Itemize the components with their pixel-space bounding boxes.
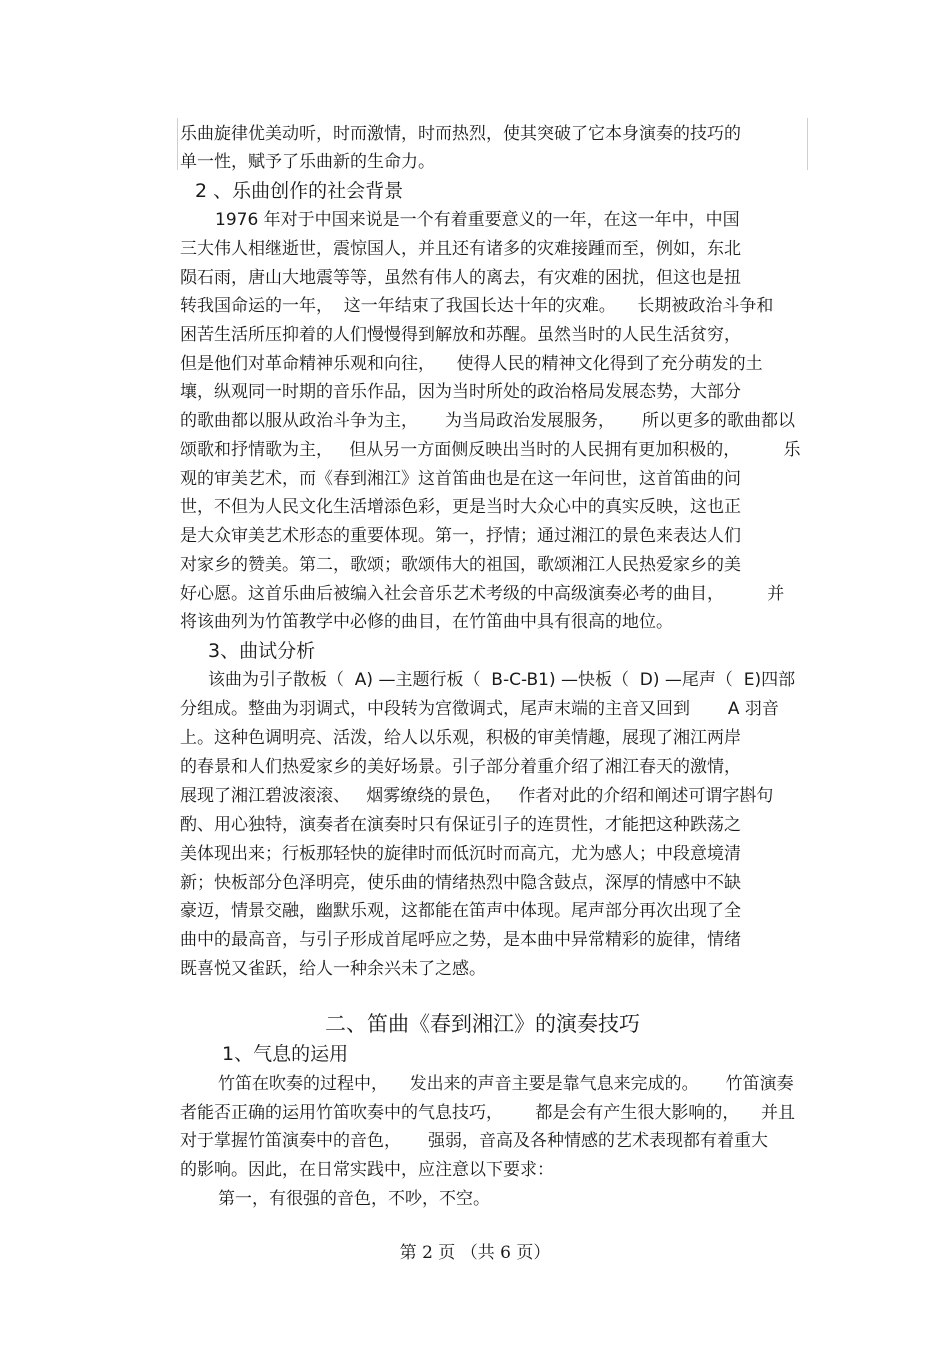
paragraph-line: 陨石雨，唐山大地震等等，虽然有伟人的离去，有灾难的困扰，但这也是扭	[180, 268, 741, 288]
paragraph-line: 世，不但为人民文化生活增添色彩，更是当时大众心中的真实反映，这也正	[180, 497, 741, 517]
paragraph-line: 是大众审美艺术形态的重要体现。第一，抒情；通过湘江的景色来表达人们	[180, 526, 741, 546]
paragraph-line: 颂歌和抒情歌为主， 但从另一方面侧反映出当时的人民拥有更加积极的， 乐	[180, 440, 801, 460]
paragraph-line: 分组成。整曲为羽调式，中段转为宫徵调式，尾声末端的主音又回到 A 羽音	[180, 699, 779, 719]
paragraph-line: 既喜悦又雀跃，给人一种余兴未了之感。	[180, 959, 486, 979]
section-heading-analysis: 3、曲试分析	[208, 640, 316, 662]
paragraph-line: 将该曲列为竹笛教学中必修的曲目，在竹笛曲中具有很高的地位。	[180, 612, 673, 632]
paragraph-line: 对于掌握竹笛演奏中的音色， 强弱，音高及各种情感的艺术表现都有着重大	[180, 1131, 769, 1151]
paragraph-line: 的歌曲都以服从政治斗争为主， 为当局政治发展服务， 所以更多的歌曲都以	[180, 411, 796, 431]
paragraph-line: 该曲为引子散板（ A) —主题行板（ B-C-B1) —快板（ D) —尾声（ E)四部	[208, 670, 796, 690]
paragraph-line: 新；快板部分色泽明亮，使乐曲的情绪热烈中隐含鼓点，深厚的情感中不缺	[180, 873, 741, 893]
intro-line-1: 乐曲旋律优美动听，时而激情，时而热烈，使其突破了它本身演奏的技巧的	[180, 124, 741, 144]
paragraph-line: 展现了湘江碧波滚滚、 烟雾缭绕的景色， 作者对此的介绍和阐述可谓字斟句	[180, 786, 774, 806]
paragraph-line: 第一，有很强的音色，不吵，不空。	[218, 1189, 490, 1209]
paragraph-line: 竹笛在吹奏的过程中， 发出来的声音主要是靠气息来完成的。 竹笛演奏	[218, 1074, 794, 1094]
paragraph-line: 好心愿。这首乐曲后被编入社会音乐艺术考级的中高级演奏必考的曲目， 并	[180, 584, 785, 604]
intro-line-2: 单一性，赋予了乐曲新的生命力。	[180, 152, 435, 172]
paragraph-line: 对家乡的赞美。第二，歌颂；歌颂伟大的祖国，歌颂湘江人民热爱家乡的美	[180, 555, 741, 575]
paragraph-line: 的影响。因此，在日常实践中，应注意以下要求：	[180, 1160, 554, 1180]
paragraph-line: 酌、用心独特，演奏者在演奏时只有保证引子的连贯性，才能把这种跌荡之	[180, 815, 741, 835]
paragraph-line: 上。这种色调明亮、活泼，给人以乐观，积极的审美情趣，展现了湘江两岸	[180, 728, 741, 748]
section-heading-background: 2 、乐曲创作的社会背景	[195, 180, 404, 202]
paragraph-line: 豪迈，情景交融，幽默乐观，这都能在笛声中体现。尾声部分再次出现了全	[180, 901, 741, 921]
page-number-footer: 第 2 页 （共 6 页）	[399, 1243, 551, 1263]
paragraph-line: 三大伟人相继逝世，震惊国人，并且还有诸多的灾难接踵而至，例如，东北	[180, 239, 741, 259]
paragraph-line: 美体现出来；行板那轻快的旋律时而低沉时而高亢，尤为感人；中段意境清	[180, 844, 741, 864]
section-heading-breath: 1、气息的运用	[222, 1043, 349, 1065]
paragraph-line: 者能否正确的运用竹笛吹奏中的气息技巧， 都是会有产生很大影响的， 并且	[180, 1103, 796, 1123]
chapter-title: 二、笛曲《春到湘江》的演奏技巧	[325, 1012, 640, 1036]
paragraph-line: 观的审美艺术，而《春到湘江》这首笛曲也是在这一年问世，这首笛曲的问	[180, 469, 741, 489]
paragraph-line: 曲中的最高音，与引子形成首尾呼应之势，是本曲中异常精彩的旋律，情绪	[180, 930, 741, 950]
paragraph-line: 1976 年对于中国来说是一个有着重要意义的一年，在这一年中，中国	[215, 210, 740, 230]
paragraph-line: 壤，纵观同一时期的音乐作品，因为当时所处的政治格局发展态势，大部分	[180, 382, 741, 402]
paragraph-line: 转我国命运的一年， 这一年结束了我国长达十年的灾难。 长期被政治斗争和	[180, 296, 774, 316]
paragraph-line: 的春景和人们热爱家乡的美好场景。引子部分着重介绍了湘江春天的激情，	[180, 757, 741, 777]
paragraph-line: 困苦生活所压抑着的人们慢慢得到解放和苏醒。虽然当时的人民生活贫穷，	[180, 325, 741, 345]
paragraph-line: 但是他们对革命精神乐观和向往， 使得人民的精神文化得到了充分萌发的土	[180, 354, 763, 374]
